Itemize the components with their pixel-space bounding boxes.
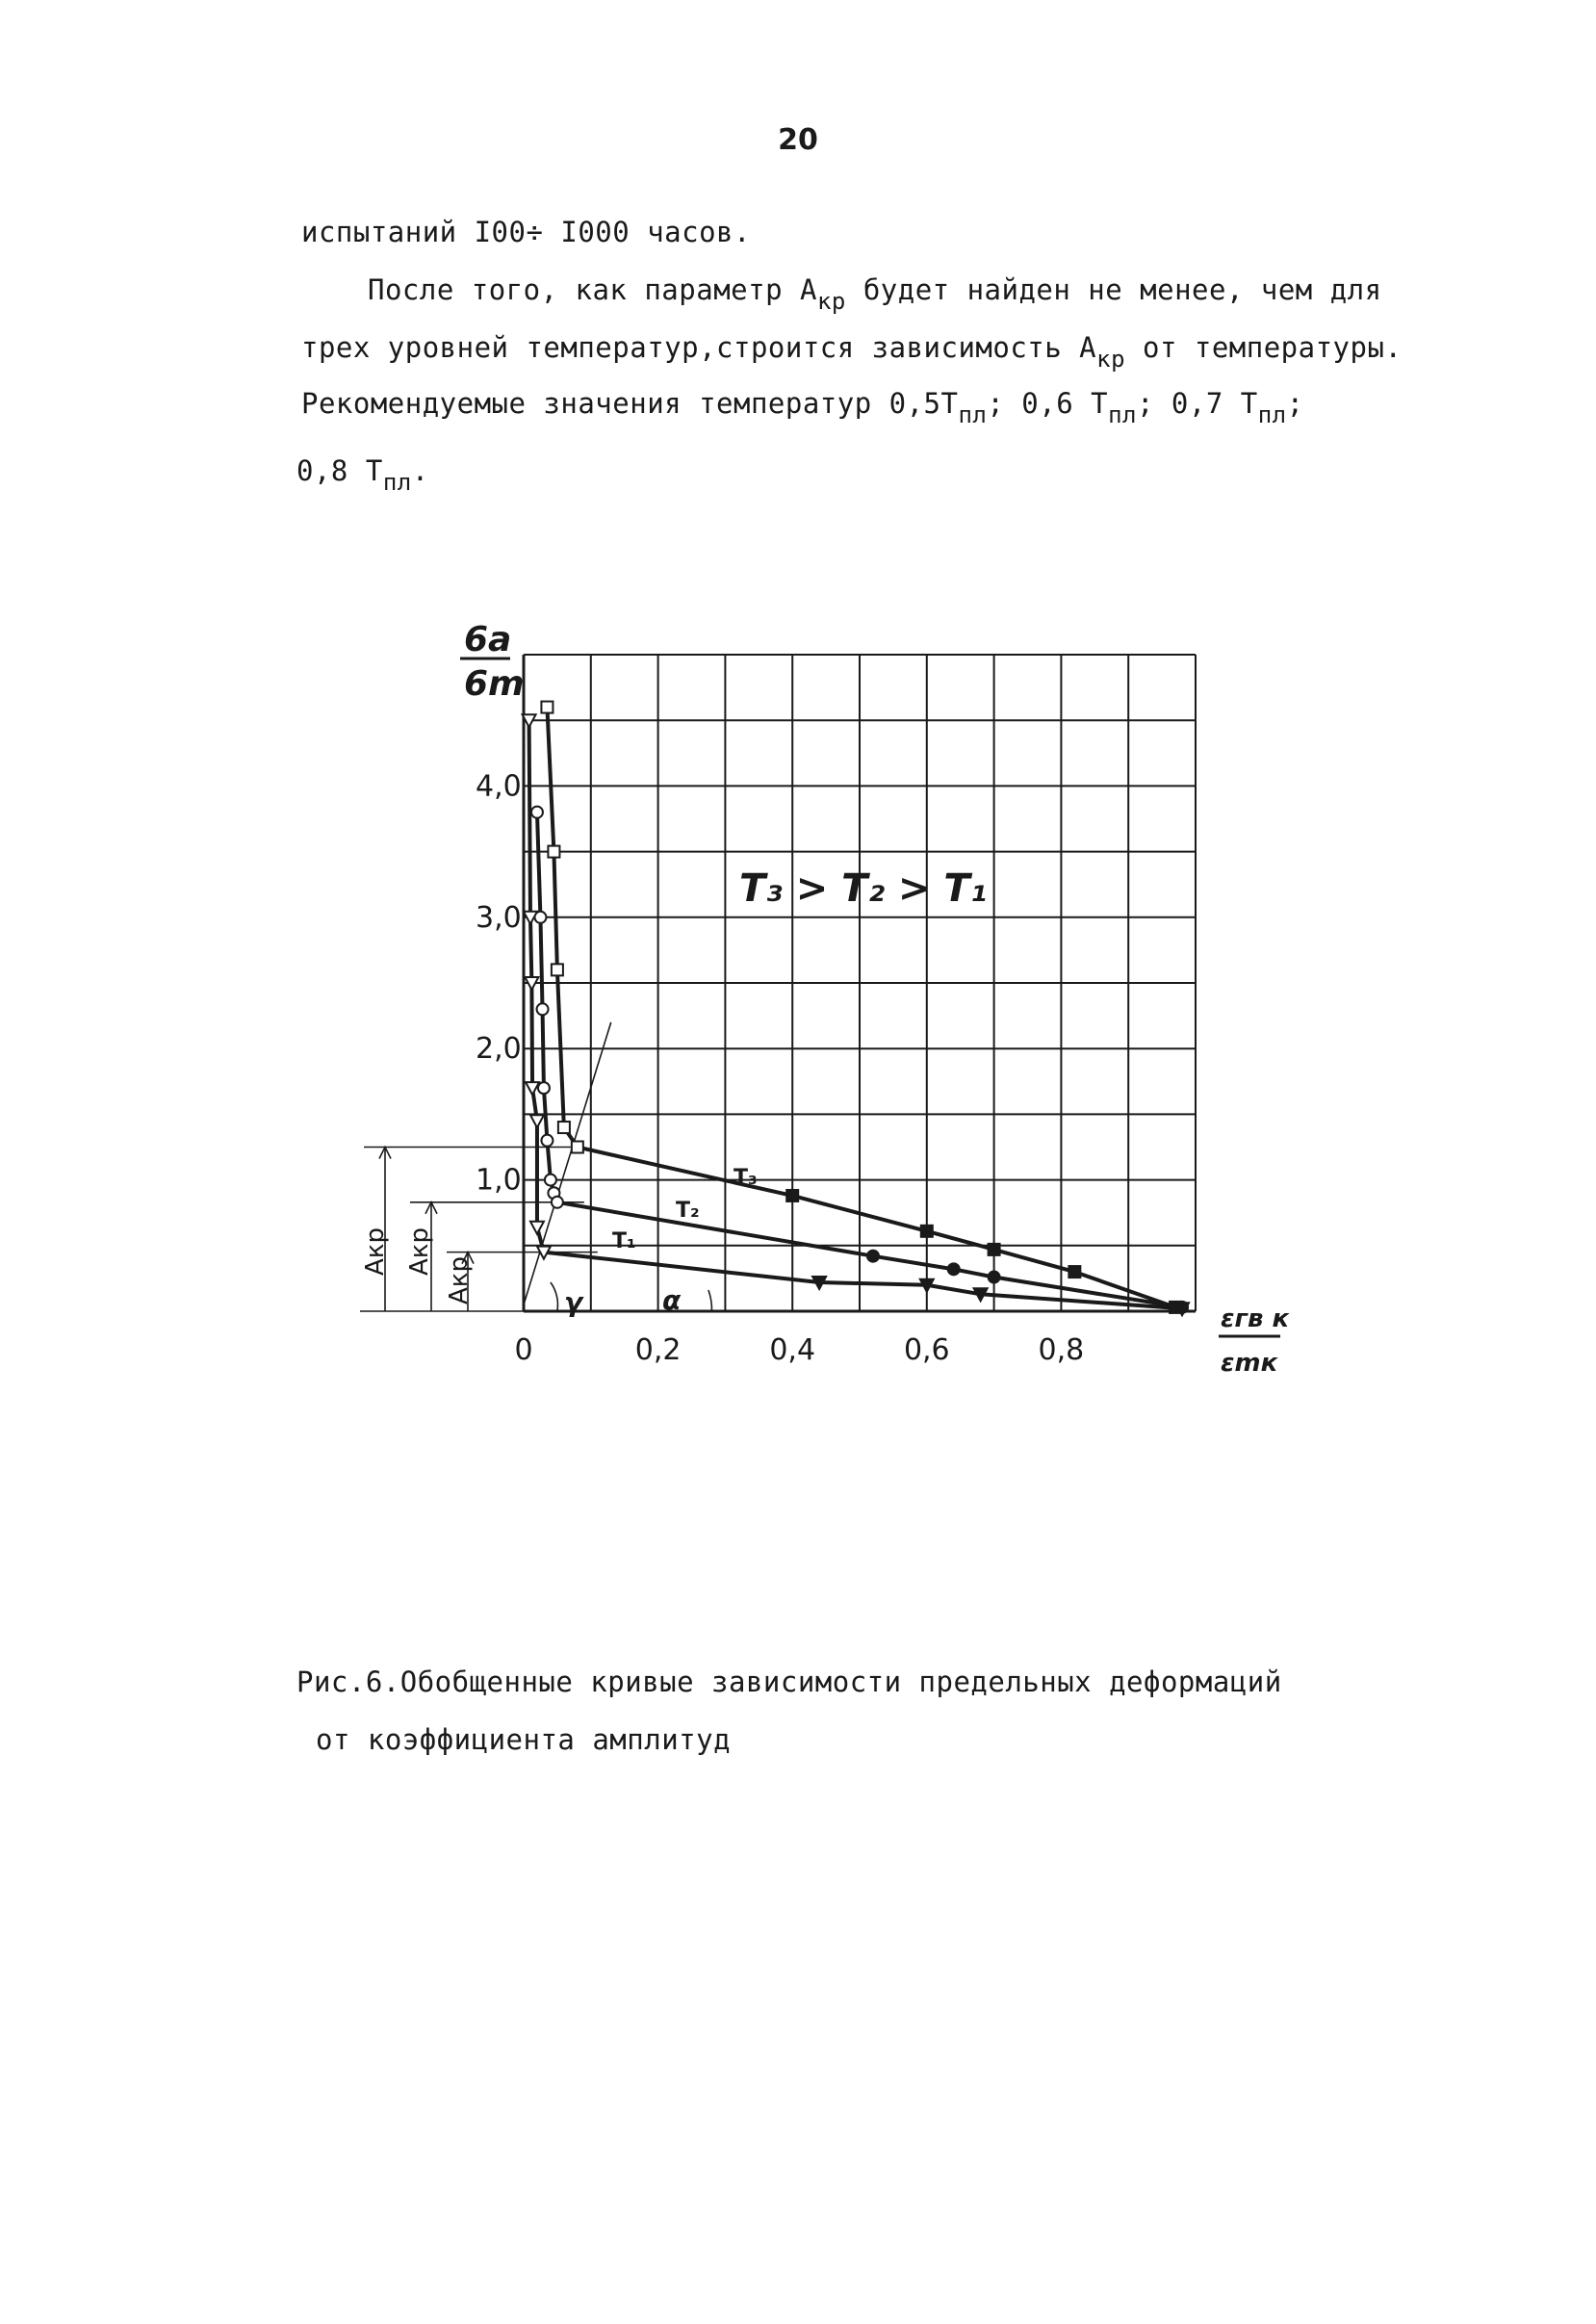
alpha-arc	[708, 1290, 712, 1311]
data-point-circle	[989, 1272, 1000, 1283]
data-point-triangle	[530, 1222, 544, 1234]
data-point-circle	[545, 1175, 556, 1186]
data-point-square	[558, 1122, 570, 1133]
paragraph-line-4-text-b: ; 0,6 Т	[987, 387, 1109, 420]
paragraph-line-5-text-b: .	[411, 454, 429, 487]
paragraph-line-2-text-a: После того, как параметр А	[368, 273, 817, 306]
x-tick-label: 0	[514, 1333, 533, 1367]
akr-label-t2: Акр	[405, 1227, 434, 1276]
paragraph-line-4-subscript-3: пл	[1257, 401, 1287, 428]
x-tick-label: 0,8	[1038, 1333, 1085, 1367]
x-axis-label-numerator: εгв к	[1221, 1304, 1290, 1333]
y-axis-label-numerator: 6a	[464, 620, 512, 659]
paragraph-line-5-text-a: 0,8 Т	[296, 454, 383, 487]
paragraph-line-3-text-a: трех уровней температур,строится зависимость А	[301, 331, 1097, 364]
data-point-square	[786, 1190, 798, 1201]
data-point-square	[989, 1244, 1000, 1255]
series-label-t2: T₂	[676, 1199, 700, 1223]
y-tick-label: 4,0	[476, 769, 522, 804]
page-number: 20	[778, 123, 818, 157]
x-tick-label: 0,6	[903, 1333, 950, 1367]
y-tick-label: 3,0	[476, 900, 522, 935]
series-label-t3: T₃	[734, 1166, 758, 1190]
x-tick-label: 0,4	[769, 1333, 816, 1367]
data-point-square	[552, 964, 563, 975]
paragraph-line-1-text: испытаний I00÷ I000 часов.	[301, 216, 751, 248]
data-point-triangle	[530, 1115, 544, 1127]
series-curve-3	[529, 720, 1182, 1308]
paragraph-line-4-text-a: Рекомендуемые значения температур 0,5Т	[301, 387, 959, 420]
data-point-circle	[552, 1197, 563, 1208]
paragraph-line-3-text-b: от температуры.	[1125, 331, 1403, 364]
x-axis-label-denominator: εmк	[1221, 1349, 1278, 1378]
chart-curves	[529, 708, 1182, 1309]
alpha-angle-label: α	[662, 1284, 682, 1316]
paragraph-line-4-text-d: ;	[1286, 387, 1304, 420]
data-point-circle	[531, 807, 543, 818]
paragraph-line-4-subscript-1: пл	[958, 401, 988, 428]
data-point-circle	[867, 1251, 879, 1262]
data-point-circle	[537, 1003, 549, 1015]
data-point-square	[921, 1226, 933, 1237]
paragraph-line-3-subscript: кр	[1096, 346, 1126, 373]
data-point-square	[572, 1142, 583, 1153]
akr-label-t1: Акр	[445, 1256, 474, 1304]
paragraph-line-4-text-c: ; 0,7 Т	[1137, 387, 1258, 420]
figure-caption-line-2: от коэффициента амплитуд	[316, 1723, 732, 1756]
akr-label-t3: Акр	[361, 1227, 390, 1276]
x-tick-label: 0,2	[634, 1333, 682, 1367]
series-label-t1: T₁	[612, 1229, 636, 1253]
data-point-square	[1068, 1266, 1080, 1278]
paragraph-line-4-subscript-2: пл	[1108, 401, 1137, 428]
data-point-circle	[538, 1082, 550, 1094]
data-point-circle	[948, 1263, 960, 1275]
paragraph-line-2-text-b: будет найден не менее, чем для	[845, 273, 1382, 306]
figure-caption-line-1: Рис.6.Обобщенные кривые зависимости предельных деформаций	[296, 1666, 1282, 1698]
chart-markers	[523, 702, 1189, 1316]
y-axis-label-denominator: 6m	[464, 664, 525, 704]
data-point-circle	[541, 1135, 553, 1147]
gamma-arc	[551, 1282, 558, 1311]
gamma-angle-label: γ	[564, 1286, 583, 1318]
paragraph-line-2-subscript: кр	[816, 288, 846, 315]
paragraph-line-5-subscript: пл	[382, 469, 412, 496]
data-point-square	[548, 846, 559, 858]
y-tick-label: 1,0	[476, 1163, 522, 1198]
data-point-square	[541, 702, 553, 713]
y-tick-label: 2,0	[476, 1032, 522, 1067]
temperature-relation-label: T₃ > T₂ > T₁	[739, 866, 988, 911]
